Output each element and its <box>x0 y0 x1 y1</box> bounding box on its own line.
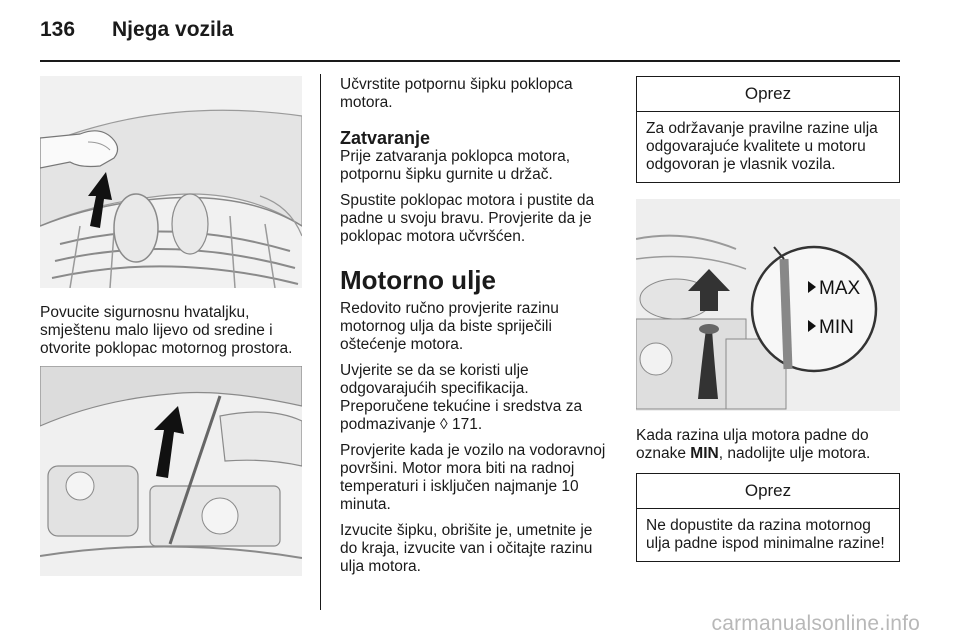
caution-box <box>636 76 900 183</box>
page-number: 136 <box>40 18 76 41</box>
body-text-span: Kada razina ulja motora padne do oznake <box>636 427 869 462</box>
body-text: Povucite sigurnosnu hvataljku, smještenu malo lijevo od sredine i otvorite poklopac motornog prostora. <box>40 304 293 357</box>
body-text: Provjerite kada je vozilo na vodoravnoj površini. Motor mora biti na radnoj temperaturi i isključen najmanje 10 minuta. <box>340 442 606 513</box>
page-reference-number[interactable]: 171. <box>451 416 483 433</box>
caution-body: Za održavanje pravilne razine ulja odgovarajuće kvalitete u motoru odgovoran je vlasnik vozila. <box>646 120 878 173</box>
caution-box <box>636 473 900 562</box>
body-text-span: Preporučene tekućine i sredstva za podmazivanje <box>340 398 583 433</box>
middle-column <box>340 76 606 584</box>
body-text: Spustite poklopac motora i pustite da padne u svoju bravu. Provjerite da je poklopac motora učvršćen. <box>340 192 595 245</box>
page-reference-icon: ◊ <box>439 416 448 433</box>
body-text <box>636 427 900 463</box>
body-text: Učvrstite potpornu šipku poklopca motora. <box>340 76 573 111</box>
header-rule <box>40 60 900 62</box>
column-divider <box>320 74 321 610</box>
hood-prop-rod-illustration <box>40 366 302 576</box>
left-column <box>40 76 302 576</box>
body-text: Redovito ručno provjerite razinu motornog ulja da biste spriječili oštećenje motora. <box>340 300 559 353</box>
caution-title: Oprez <box>637 474 899 509</box>
body-text-span: , nadolijte ulje motora. <box>718 445 871 462</box>
section-heading-closing: Zatvaranje <box>340 128 431 148</box>
section-heading-engine-oil: Motorno ulje <box>340 265 496 295</box>
caution-title: Oprez <box>637 77 899 112</box>
dipstick-min-label: MIN <box>819 317 854 338</box>
dipstick-illustration <box>636 199 900 411</box>
caution-body: Ne dopustite da razina motornog ulja padne ispod minimalne razine! <box>646 517 885 552</box>
page-title: Njega vozila <box>112 18 234 41</box>
dipstick-max-label: MAX <box>819 278 861 299</box>
body-text-span: Uvjerite se da se koristi ulje odgovarajućih specifikacija. <box>340 362 529 397</box>
body-text: Izvucite šipku, obrišite je, umetnite je do kraja, izvucite van i očitajte razinu ulja motora. <box>340 522 593 575</box>
page-header <box>40 18 233 48</box>
body-text: Prije zatvaranja poklopca motora, potpornu šipku gurnite u držač. <box>340 148 571 183</box>
watermark: carmanualsonline.info <box>711 612 920 635</box>
min-mark-text: MIN <box>690 445 719 462</box>
right-column <box>636 76 900 562</box>
body-text <box>340 362 606 434</box>
hood-release-illustration <box>40 76 302 288</box>
